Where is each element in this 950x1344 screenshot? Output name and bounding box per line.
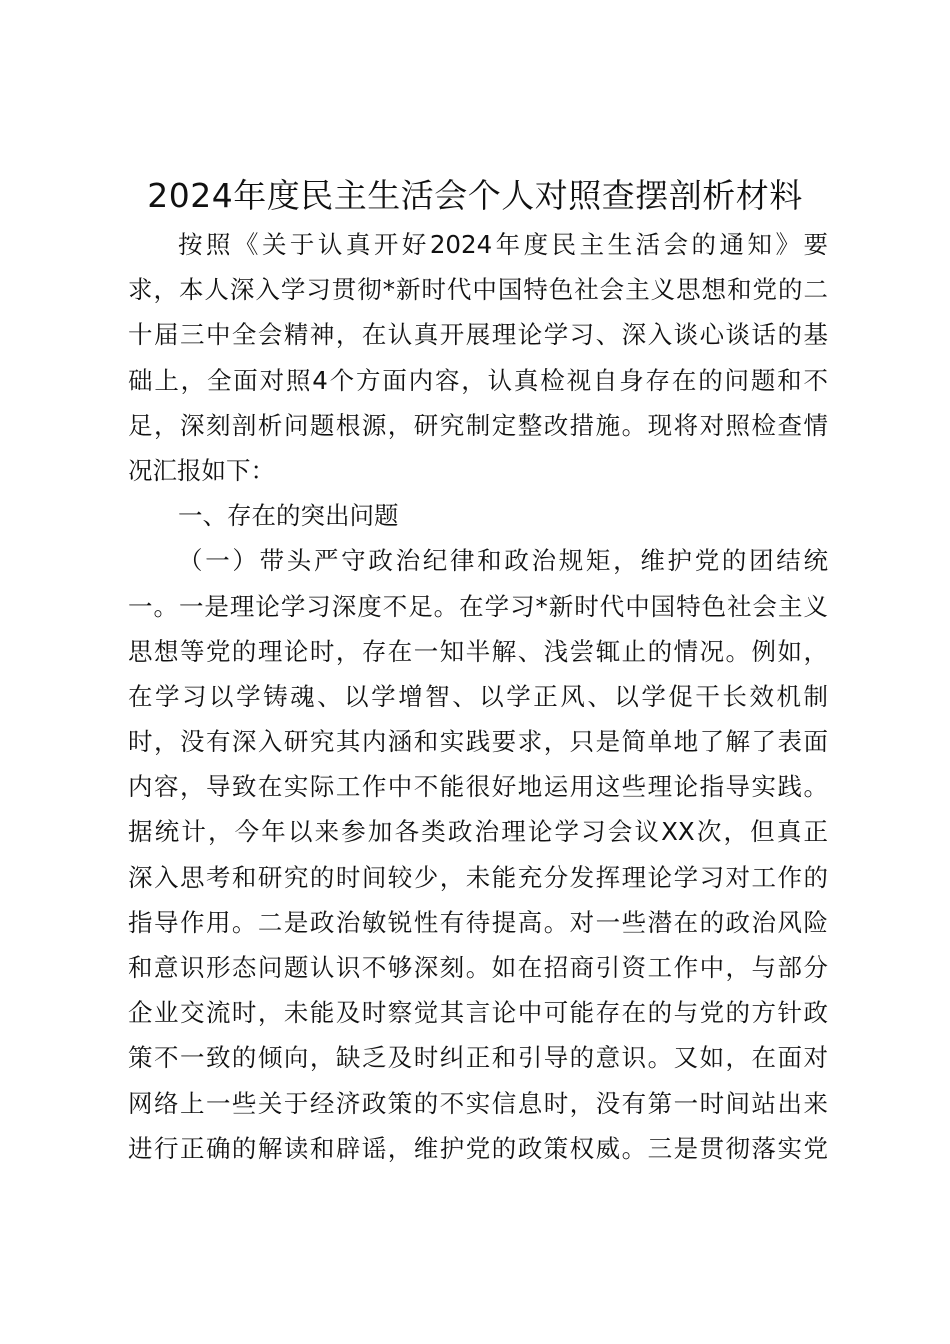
section-heading: 一、存在的突出问题 xyxy=(178,501,399,531)
paragraph-line: 时，没有深入研究其内涵和实践要求，只是简单地了解了表面 xyxy=(128,727,828,757)
subsection-heading: （一）带头严守政治纪律和政治规矩，维护党的团结统 xyxy=(178,546,828,576)
paragraph-line: 进行正确的解读和辟谣，维护党的政策权威。三是贯彻落实党 xyxy=(128,1133,828,1163)
paragraph-line: 十届三中全会精神，在认真开展理论学习、深入谈心谈话的基 xyxy=(128,320,828,350)
document-title: 2024年度民主生活会个人对照查摆剖析材料 xyxy=(147,176,803,215)
document-body xyxy=(128,222,828,1171)
paragraph-line: 况汇报如下： xyxy=(128,455,275,485)
paragraph-line: 指导作用。二是政治敏锐性有待提高。对一些潜在的政治风险 xyxy=(128,907,828,937)
paragraph-line: 础上，全面对照4个方面内容，认真检视自身存在的问题和不 xyxy=(128,365,828,395)
paragraph-line: 内容，导致在实际工作中不能很好地运用这些理论指导实践。 xyxy=(128,772,828,802)
paragraph-line: 足，深刻剖析问题根源，研究制定整改措施。现将对照检查情 xyxy=(128,410,828,440)
paragraph-line: 深入思考和研究的时间较少，未能充分发挥理论学习对工作的 xyxy=(128,862,828,892)
paragraph-line: 思想等党的理论时，存在一知半解、浅尝辄止的情况。例如， xyxy=(128,636,828,666)
paragraph-line: 按照《关于认真开好2024年度民主生活会的通知》要 xyxy=(178,230,828,259)
paragraph-line: 在学习以学铸魂、以学增智、以学正风、以学促干长效机制 xyxy=(128,681,828,711)
paragraph-line: 求，本人深入学习贯彻*新时代中国特色社会主义思想和党的二 xyxy=(128,275,828,305)
paragraph-line: 企业交流时，未能及时察觉其言论中可能存在的与党的方针政 xyxy=(128,998,828,1028)
paragraph-line: 网络上一些关于经济政策的不实信息时，没有第一时间站出来 xyxy=(128,1088,828,1118)
paragraph-line: 一。一是理论学习深度不足。在学习*新时代中国特色社会主义 xyxy=(128,591,828,621)
paragraph-line: 策不一致的倾向，缺乏及时纠正和引导的意识。又如，在面对 xyxy=(128,1043,828,1073)
paragraph-line: 和意识形态问题认识不够深刻。如在招商引资工作中，与部分 xyxy=(128,953,828,982)
paragraph-line: 据统计，今年以来参加各类政治理论学习会议XX次，但真正 xyxy=(128,817,828,847)
